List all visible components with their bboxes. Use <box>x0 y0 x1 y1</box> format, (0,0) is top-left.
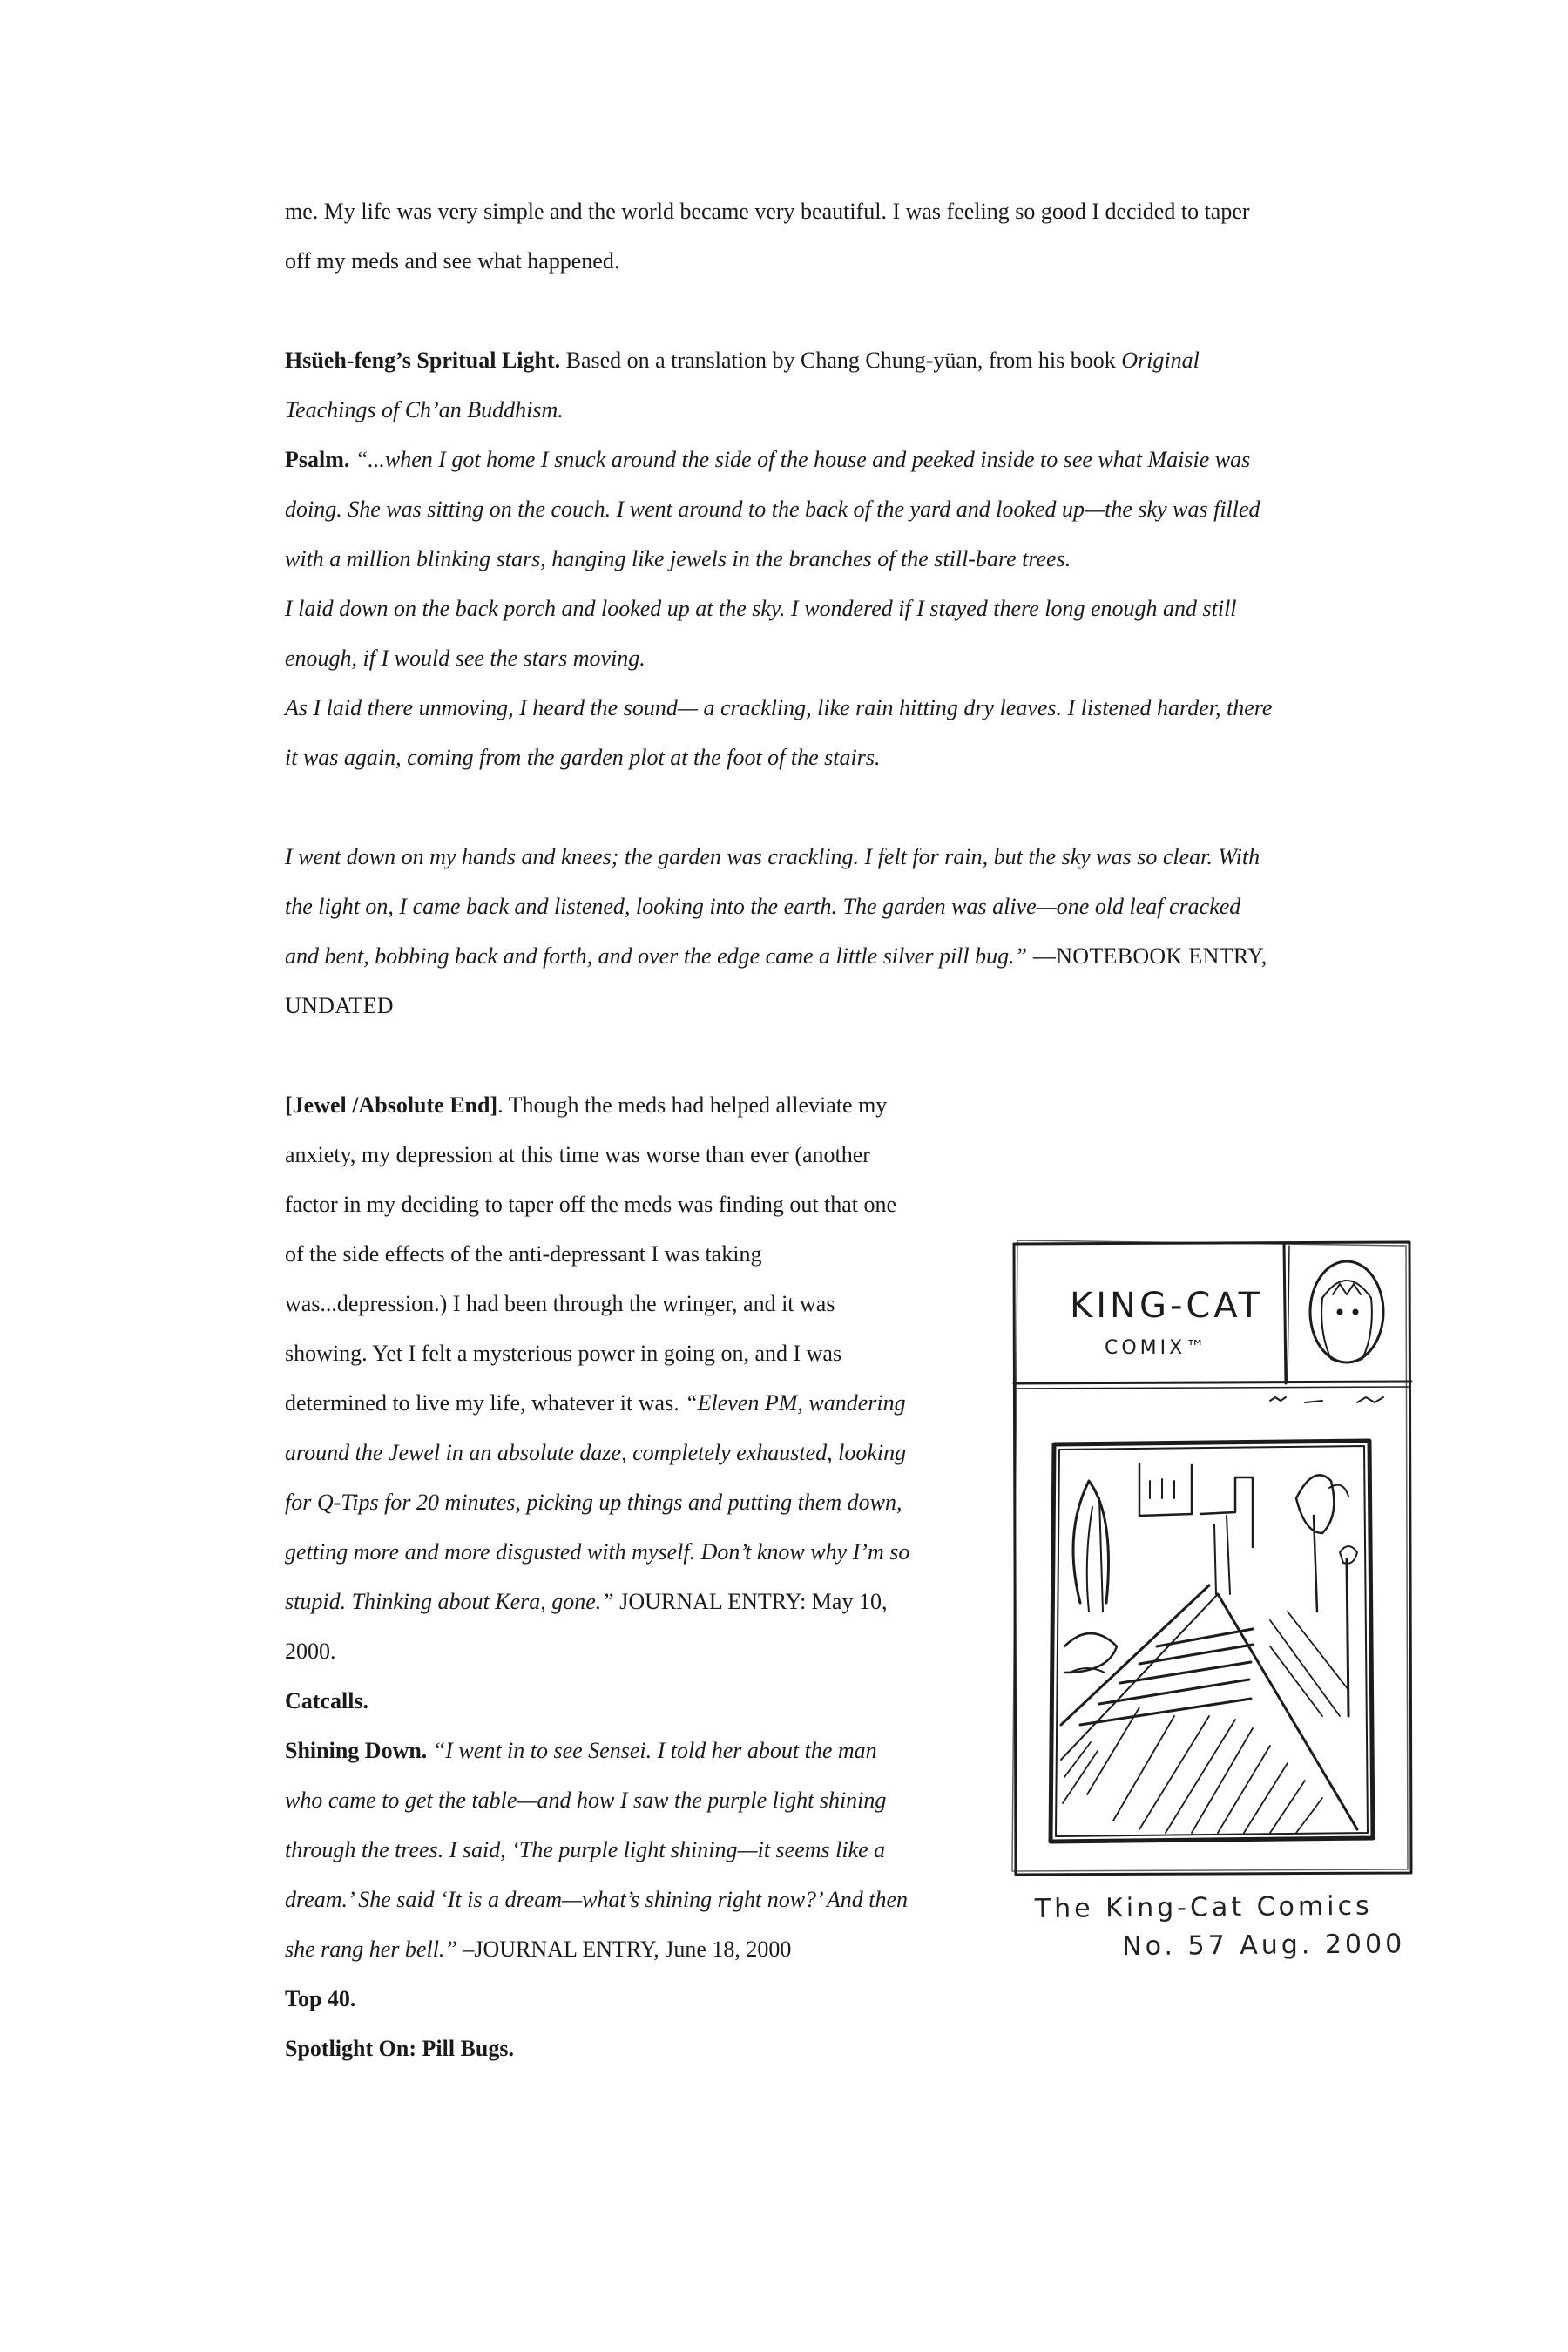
hsueh-entry <box>285 335 1278 435</box>
shining-quote: “I went in to see Sensei. I told her about the man who came to get the table—and how I saw the purple light shining through the trees. I said, ‘The purple light shining—it seems like a dream.’ She said ‘It is a dream—what’s shining right now?’ And then she rang her bell.” <box>285 1738 909 1962</box>
hsueh-text: Based on a translation by Chang Chung-yüan, from his book <box>560 348 1122 373</box>
psalm-quote-1: “...when I got home I snuck around the side of the house and peeked inside to see what Maisie was doing. She was sitting on the couch. I went around to the back of the yard and looked up—the sky was filled with a million blinking stars, hanging like jewels in the branches of the still-bare trees. <box>285 447 1260 571</box>
spotlight-entry <box>285 2024 912 2073</box>
hsueh-book: Original Teachings of Ch’an Buddhism. <box>285 348 1200 422</box>
spacer <box>285 286 1278 335</box>
figure-caption <box>1035 1887 1436 1967</box>
psalm-source: —NOTEBOOK ENTRY, UNDATED <box>285 943 1267 1018</box>
jewel-title: [Jewel /Absolute End] <box>285 1092 498 1118</box>
psalm-paragraph-2 <box>285 584 1278 683</box>
jewel-entry <box>285 1080 912 1676</box>
cover-title-text: KING-CAT <box>1070 1286 1263 1326</box>
psalm-paragraph-4 <box>285 832 1278 1031</box>
psalm-quote-2: I laid down on the back porch and looked up at the sky. I wondered if I stayed there long enough and still enough, if I would see the stars moving. <box>285 596 1237 671</box>
psalm-entry <box>285 435 1278 584</box>
comic-cover-sketch <box>1009 1237 1418 1882</box>
spotlight-title: Spotlight On: Pill Bugs. <box>285 2036 514 2061</box>
caption-line-1: The King-Cat Comics <box>1034 1890 1373 1925</box>
cover-subtitle-text: COMIX™ <box>1105 1337 1209 1359</box>
intro-paragraph <box>285 186 1278 286</box>
jewel-text: . Though the meds had helped alleviate my anxiety, my depression at this time was worse than ever (another factor in my deciding to taper off the meds was finding out that one of the side effects of the anti-depressant I was taking was...depression.) I had been through the wringer, and it was showing. Yet I felt a mysterious power in going on, and I was determined to live my life, whatever it was. <box>285 1092 897 1416</box>
psalm-paragraph-3 <box>285 683 1278 782</box>
comic-cover-drawing <box>1009 1237 1418 1882</box>
psalm-quote-3: As I laid there unmoving, I heard the sound— a crackling, like rain hitting dry leaves. I listened harder, there it was again, coming from the garden plot at the foot of the stairs. <box>285 695 1273 770</box>
full-width-column <box>285 186 1278 1031</box>
shining-entry <box>285 1726 912 1974</box>
jewel-source: JOURNAL ENTRY: May 10, 2000. <box>285 1589 888 1664</box>
top40-entry <box>285 1974 912 2024</box>
caption-line-2: No. 57 Aug. 2000 <box>1122 1929 1406 1963</box>
catcalls-entry <box>285 1676 912 1726</box>
psalm-title: Psalm. <box>285 447 350 472</box>
jewel-quote: “Eleven PM, wandering around the Jewel in an absolute daze, completely exhausted, looking for Q-Tips for 20 minutes, picking up things and putting them down, getting more and more disgusted with myself. Don’t know why I’m so stupid. Thinking about Kera, gone.” <box>285 1390 910 1614</box>
psalm-quote-4: I went down on my hands and knees; the garden was crackling. I felt for rain, but the sky was so clear. With the light on, I came back and listened, looking into the earth. The garden was alive—one old leaf cracked and bent, bobbing back and forth, and over the edge came a little silver pill bug.” <box>285 844 1260 969</box>
left-column <box>285 1080 912 2073</box>
intro-text: me. My life was very simple and the world became very beautiful. I was feeling so good I decided to taper off my meds and see what happened. <box>285 199 1250 274</box>
shining-source: –JOURNAL ENTRY, June 18, 2000 <box>456 1936 792 1962</box>
spacer <box>285 782 1278 832</box>
hsueh-title: Hsüeh-feng’s Spritual Light. <box>285 348 561 373</box>
catcalls-title: Catcalls. <box>285 1688 369 1713</box>
top40-title: Top 40. <box>285 1986 356 2011</box>
shining-title: Shining Down. <box>285 1738 428 1763</box>
